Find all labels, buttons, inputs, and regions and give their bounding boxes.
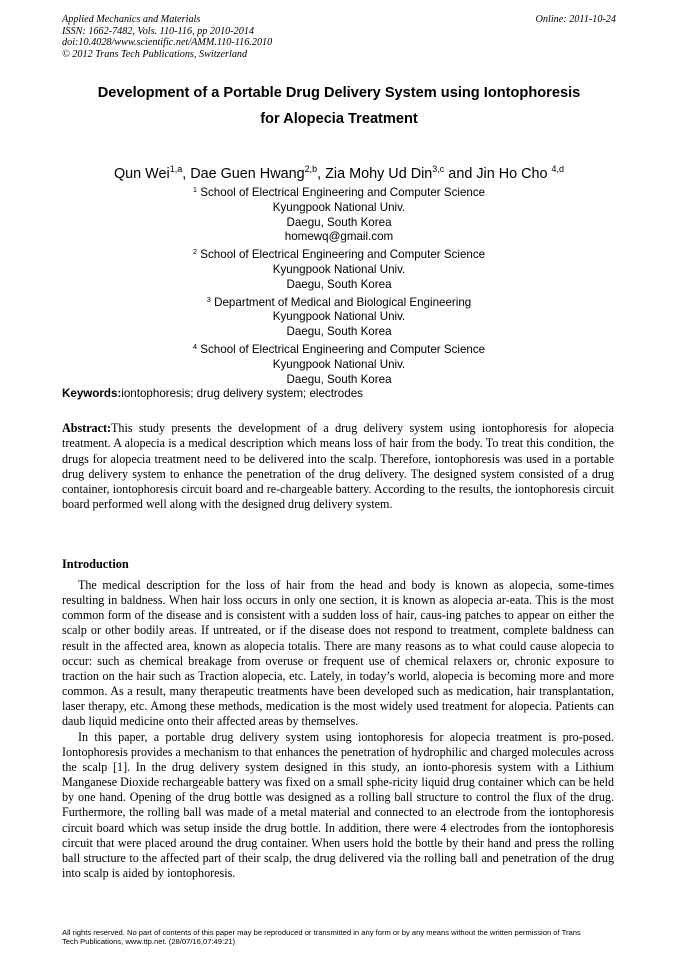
author-superscript: 3,c	[432, 164, 445, 174]
affiliation-number: 1	[192, 185, 198, 194]
title-line-1: Development of a Portable Drug Delivery System using Iontophoresis	[97, 85, 581, 101]
affiliation-dept: $^1$ School of Electrical Engineering and Computer Science	[192, 185, 486, 199]
issn-line: ISSN: 1662-7482, Vols. 110-116, pp 2010-2014	[62, 25, 255, 37]
affiliation-city: Daegu, South Korea	[286, 277, 392, 291]
author-name: Zia Mohy Ud Din	[325, 166, 433, 182]
keywords-label: Keywords:	[62, 387, 122, 400]
abstract-label: Abstract:	[62, 421, 112, 435]
affiliation-univ: Kyungpook National Univ.	[272, 310, 406, 324]
journal-header	[62, 14, 616, 60]
affiliation-univ: Kyungpook National Univ.	[272, 357, 406, 371]
section-heading-introduction: Introduction	[62, 557, 129, 571]
abstract-text: This study presents the development of a drug delivery system using iontophoresis for alopecia treatment. A alopecia is a medical description which means loss of hair from the body. To treat this condition, the drugs for alopecia treatment need to be delivered into the scalp. Therefore, iontophoresis was used in a portable drug delivery system to enhance the penetration of the drug delivery. The designed system consisted of a drug container, iontophoresis circuit board and re-chargeable battery. According to the results, the iontophoresis circuit board performed well along with the designed drug delivery system.	[62, 421, 614, 512]
author-separator: ,	[317, 166, 326, 182]
title-line-2: for Alopecia Treatment	[260, 111, 418, 127]
affiliation-number: 4	[192, 341, 198, 351]
author-separator: ,	[182, 166, 191, 182]
author-superscript: 4,d	[551, 164, 565, 174]
footer-line-2: Tech Publications, www.ttp.net. (28/07/16,07:49:21)	[62, 937, 236, 947]
paragraph: In this paper, a portable drug delivery system using iontophoresis for alopecia treatment is pro-posed. Iontophoresis provides a mechanism to that enhances the penetration of hydrophilic and charged molecules across the scalp [1]. In the drug delivery system designed in this study, an ionto-phoresis system with a Lithium Manganese Dioxide rechargeable battery was fixed on a small sphe-ricity liquid drug container which can be held by one hand. Opening of the drug bottle was designed as a rolling ball structure to control the flux of the drug. Furthermore, the rolling ball was made of a metal material and connected to an electrode from the iontophoresis circuit board which was setup inside the drug bottle. In addition, there were 4 electrodes from the iontophoresis circuit that were placed around the drug container. When users hold the bottle by their hand and press the rolling ball structure to the affected part of their scalp, the drug delivered via the rolling ball and penetration of the drug into scalp is aided by iontophoresis.	[62, 729, 614, 880]
affiliation-univ: Kyungpook National Univ.	[272, 262, 406, 276]
affiliation-city: Daegu, South Korea	[286, 215, 392, 229]
affiliation-dept: $^3$ Department of Medical and Biological Engineering	[206, 294, 472, 309]
affiliation-city: Daegu, South Korea	[286, 372, 392, 386]
doi-line: doi:10.4028/www.scientific.net/AMM.110-116.2010	[62, 37, 273, 49]
author-name: Qun Wei	[113, 166, 170, 182]
keywords	[62, 387, 622, 401]
affiliation-dept: $^4$ School of Electrical Engineering and Computer Science	[192, 341, 486, 356]
affiliation-email: homewq@gmail.com	[284, 230, 394, 244]
introduction-body	[62, 578, 614, 881]
affiliations	[40, 183, 638, 387]
affiliation-univ: Kyungpook National Univ.	[272, 200, 406, 214]
affiliation-number: 3	[206, 294, 211, 304]
author-list	[40, 160, 638, 183]
author-name: Dae Guen Hwang	[190, 166, 305, 182]
affiliation-number: 2	[192, 247, 198, 257]
affiliation-city: Daegu, South Korea	[286, 325, 392, 339]
author-superscript: 1,a	[169, 164, 183, 174]
journal-name: Applied Mechanics and Materials	[62, 14, 201, 25]
copyright-line: © 2012 Trans Tech Publications, Switzerland	[62, 48, 248, 60]
abstract	[62, 421, 614, 513]
affiliation-dept: $^2$ School of Electrical Engineering and Computer Science	[192, 247, 486, 262]
author-name: Jin Ho Cho	[476, 166, 552, 182]
paper-title	[40, 80, 638, 132]
online-date: Online: 2011-10-24	[535, 14, 616, 25]
author-separator: and	[444, 166, 477, 182]
paragraph: The medical description for the loss of hair from the head and body is known as alopecia, some-times resulting in baldness. When hair loss occurs in only one section, it is known as alopecia ar-eata. This is the most common form of the disease and is consistent with a sudden loss of hair, caus-ing patches to appear on either the scalp or other bodily areas. If untreated, or if the disease does not respond to treatment, complete baldness can result in the affected area, known as alopecia totalis. There are many reasons as to what could cause alopecia to occur: such as chemical breakage from overuse or frequent use of chemical relaxers or, chronic exposure to traction on the hair such as Traction alopecia, etc. Lately, in today’s world, alopecia is becoming more and more common. As a result, many therapeutic treatments have been developed such as medication, hair transplantation, laser therapy, etc. Among these methods, medication is the most widely used treatment for alopecia. Patients can daub liquid medicine onto their affected areas by themselves.	[62, 578, 614, 729]
footer-notice	[62, 928, 622, 946]
keywords-text: iontophoresis; drug delivery system; electrodes	[121, 387, 363, 400]
author-superscript: 2,b	[304, 164, 318, 174]
footer-line-1: All rights reserved. No part of contents of this paper may be reproduced or transmitted in any form or by any means without the written permission of Trans	[62, 928, 581, 937]
